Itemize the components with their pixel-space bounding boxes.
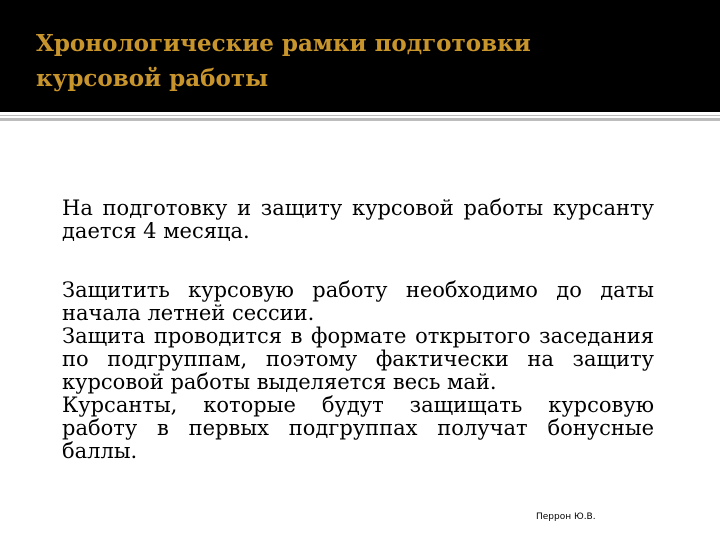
- paragraph-duration: На подготовку и защиту курсовой работы курсанту дается 4 месяца.: [62, 196, 654, 243]
- slide-title-line-2: курсовой работы: [36, 65, 269, 92]
- slide-title-line-1: Хронологические рамки подготовки: [36, 30, 531, 57]
- title-rule-thin: [0, 115, 720, 116]
- paragraph-deadline: Защитить курсовую работу необходимо до даты начала летней сессии.: [62, 278, 654, 325]
- paragraph-defense-format: Защита проводится в формате открытого заседания по подгруппам, поэтому фактически на защиту курсовой работы выделяется весь май.: [62, 324, 654, 394]
- title-rule-thick: [0, 118, 720, 121]
- title-band: [0, 0, 720, 112]
- slide-title: [36, 26, 676, 96]
- paragraph-bonus: Курсанты, которые будут защищать курсовую работу в первых подгруппах получат бонусные баллы.: [62, 393, 654, 463]
- author-caption: Перрон Ю.В.: [536, 512, 596, 522]
- slide-body: [62, 197, 654, 463]
